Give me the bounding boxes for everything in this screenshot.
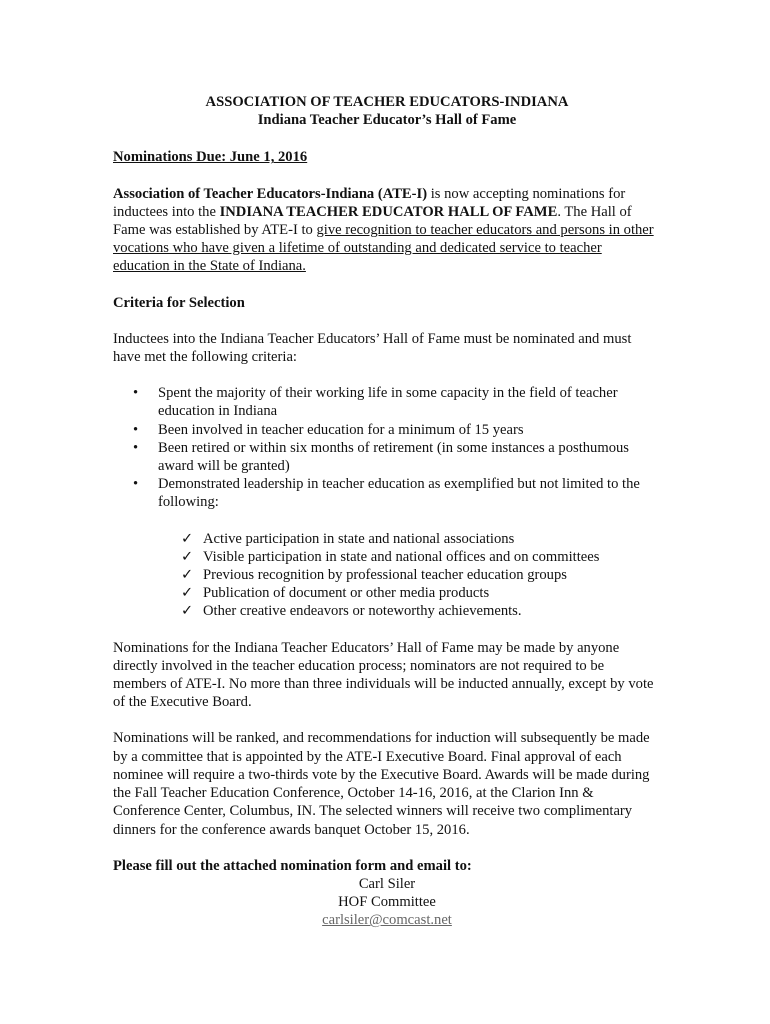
contact-email-link[interactable]: carlsiler@comcast.net — [322, 912, 452, 929]
list-item — [133, 475, 661, 620]
list-item — [181, 566, 661, 584]
list-item — [181, 584, 661, 602]
checkmark-icon: ✓ — [181, 530, 194, 547]
intro-purpose: give recognition to teacher educators and persons in other vocations who have given a lifetime of outstanding and dedicated service to teacher education in the State of Indiana. — [113, 222, 654, 275]
leadership-item-text: Publication of document or other media products — [203, 585, 490, 602]
criteria-item-text: Demonstrated leadership in teacher education as exemplified but not limited to the following: — [158, 476, 640, 511]
contact-committee: HOF Committee — [338, 894, 436, 911]
list-item — [181, 548, 661, 566]
bullet-icon: • — [133, 385, 139, 402]
list-item — [181, 530, 661, 548]
checkmark-icon: ✓ — [181, 585, 194, 602]
checkmark-icon: ✓ — [181, 548, 194, 565]
criteria-item-text: Been involved in teacher education for a minimum of 15 years — [158, 421, 524, 438]
bullet-icon: • — [133, 421, 139, 438]
checkmark-icon: ✓ — [181, 567, 194, 584]
ranking-paragraph: Nominations will be ranked, and recommendations for induction will subsequently be made by a committee that is appointed by the ATE-I Executive Board. Final approval of each nominee will require a two-thirds vote by the Executive Board. Awards will be made during the Fall Teacher Education Conference, October 14-16, 2016, at the Clarion Inn & Conference Center, Columbus, IN. The selected winners will receive two complimentary dinners for the conference awards banquet October 15, 2016. — [113, 730, 650, 838]
doc-subtitle: Indiana Teacher Educator’s Hall of Fame — [257, 112, 517, 129]
criteria-list — [113, 384, 661, 620]
bullet-icon: • — [133, 476, 139, 493]
nominations-paragraph: Nominations for the Indiana Teacher Educators’ Hall of Fame may be made by anyone directly involved in the teacher education process; nominators are not required to be members of ATE-I. No more than three individuals will be inducted annually, except by vote of the Executive Board. — [113, 639, 654, 711]
criteria-intro: Inductees into the Indiana Teacher Educators’ Hall of Fame must be nominated and must have met the following criteria: — [113, 330, 632, 366]
leadership-item-text: Visible participation in state and national offices and on committees — [203, 548, 600, 565]
intro-text-1: is now accepting nominations for inductees into the — [113, 185, 626, 220]
leadership-list — [158, 530, 661, 621]
list-item — [133, 439, 661, 475]
intro-paragraph — [113, 185, 661, 276]
list-item — [133, 421, 661, 439]
criteria-item-text: Been retired or within six months of retirement (in some instances a posthumous award will be granted) — [158, 439, 629, 475]
document-page — [113, 93, 661, 930]
leadership-item-text: Active participation in state and national associations — [203, 530, 515, 547]
leadership-item-text: Other creative endeavors or noteworthy achievements. — [203, 603, 522, 620]
bullet-icon: • — [133, 439, 139, 456]
document-header — [113, 93, 661, 129]
criteria-heading: Criteria for Selection — [113, 294, 245, 311]
intro-hof: INDIANA TEACHER EDUCATOR HALL OF FAME — [219, 203, 558, 220]
contact-instruction: Please fill out the attached nomination form and email to: — [113, 857, 472, 874]
org-title: ASSOCIATION OF TEACHER EDUCATORS-INDIANA — [205, 94, 569, 110]
leadership-item-text: Previous recognition by professional teacher education groups — [203, 567, 567, 584]
checkmark-icon: ✓ — [181, 603, 194, 620]
contact-name: Carl Siler — [358, 875, 416, 892]
list-item — [181, 602, 661, 620]
list-item — [133, 384, 661, 420]
contact-block — [113, 857, 661, 930]
nominations-due: Nominations Due: June 1, 2016 — [113, 149, 308, 166]
criteria-item-text: Spent the majority of their working life in some capacity in the field of teacher education in Indiana — [158, 385, 618, 420]
intro-org: Association of Teacher Educators-Indiana (ATE-I) — [113, 185, 428, 202]
intro-text-2: . The Hall of Fame was established by ATE-I to — [113, 203, 632, 239]
